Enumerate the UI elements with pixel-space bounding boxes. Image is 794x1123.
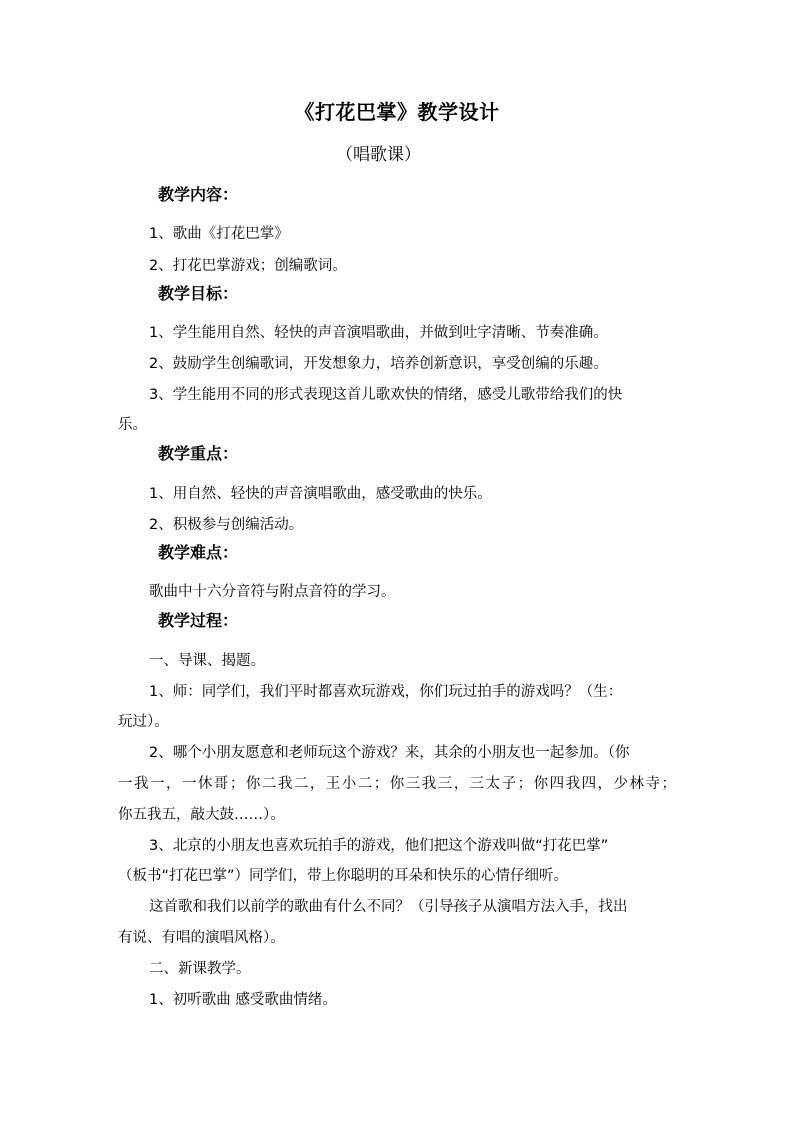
key-points-line-2: 2、积极参与创编活动。 xyxy=(149,517,304,533)
process-line-12: 1、初听歌曲 感受歌曲情绪。 xyxy=(149,992,337,1008)
section-heading-process: 教学过程： xyxy=(158,611,239,630)
process-line-7: 3、北京的小朋友也喜欢玩拍手的游戏，他们把这个游戏叫做“打花巴掌” xyxy=(149,838,609,854)
process-line-5: 一我一，一休哥；你二我二，王小二；你三我三，三太子；你四我四，少林寺； xyxy=(118,776,676,792)
process-line-1: 一、导课、揭题。 xyxy=(149,653,265,669)
goals-line-3: 3、学生能用不同的形式表现这首儿歌欢快的情绪，感受儿歌带给我们的快 xyxy=(149,387,623,403)
process-line-3: 玩过）。 xyxy=(118,714,169,730)
document-title: 《打花巴掌》教学设计 xyxy=(294,100,500,124)
content-line-1: 1、歌曲《打花巴掌》 xyxy=(149,226,289,242)
content-line-2: 2、打花巴掌游戏；创编歌词。 xyxy=(149,258,347,274)
difficulties-line-1: 歌曲中十六分音符与附点音符的学习。 xyxy=(149,584,396,600)
goals-line-1: 1、学生能用自然、轻快的声音演唱歌曲，并做到吐字清晰、节奏准确。 xyxy=(149,325,608,341)
process-line-8: （板书“打花巴掌”）同学们，带上你聪明的耳朵和快乐的心情仔细听。 xyxy=(118,868,569,884)
goals-line-2: 2、鼓励学生创编歌词，开发想象力，培养创新意识，享受创编的乐趣。 xyxy=(149,356,608,372)
section-heading-difficulties: 教学难点： xyxy=(158,543,239,562)
process-line-2: 1、师：同学们，我们平时都喜欢玩游戏，你们玩过拍手的游戏吗？（生： xyxy=(149,684,623,700)
process-line-4: 2、哪个小朋友愿意和老师玩这个游戏？来，其余的小朋友也一起参加。（你 xyxy=(149,745,630,761)
goals-line-4: 乐。 xyxy=(118,417,147,433)
section-heading-goals: 教学目标： xyxy=(158,284,239,303)
process-line-6: 你五我五，敲大鼓……）。 xyxy=(118,807,285,823)
document-subtitle: （唱歌课） xyxy=(336,145,421,165)
process-line-9: 这首歌和我们以前学的歌曲有什么不同？（引导孩子从演唱方法入手，找出 xyxy=(149,899,628,915)
key-points-line-1: 1、用自然、轻快的声音演唱歌曲，感受歌曲的快乐。 xyxy=(149,486,492,502)
process-line-10: 有说、有唱的演唱风格）。 xyxy=(118,930,285,946)
section-heading-content: 教学内容： xyxy=(158,185,239,204)
process-line-11: 二、新课教学。 xyxy=(149,961,251,977)
section-heading-key-points: 教学重点： xyxy=(158,444,239,463)
